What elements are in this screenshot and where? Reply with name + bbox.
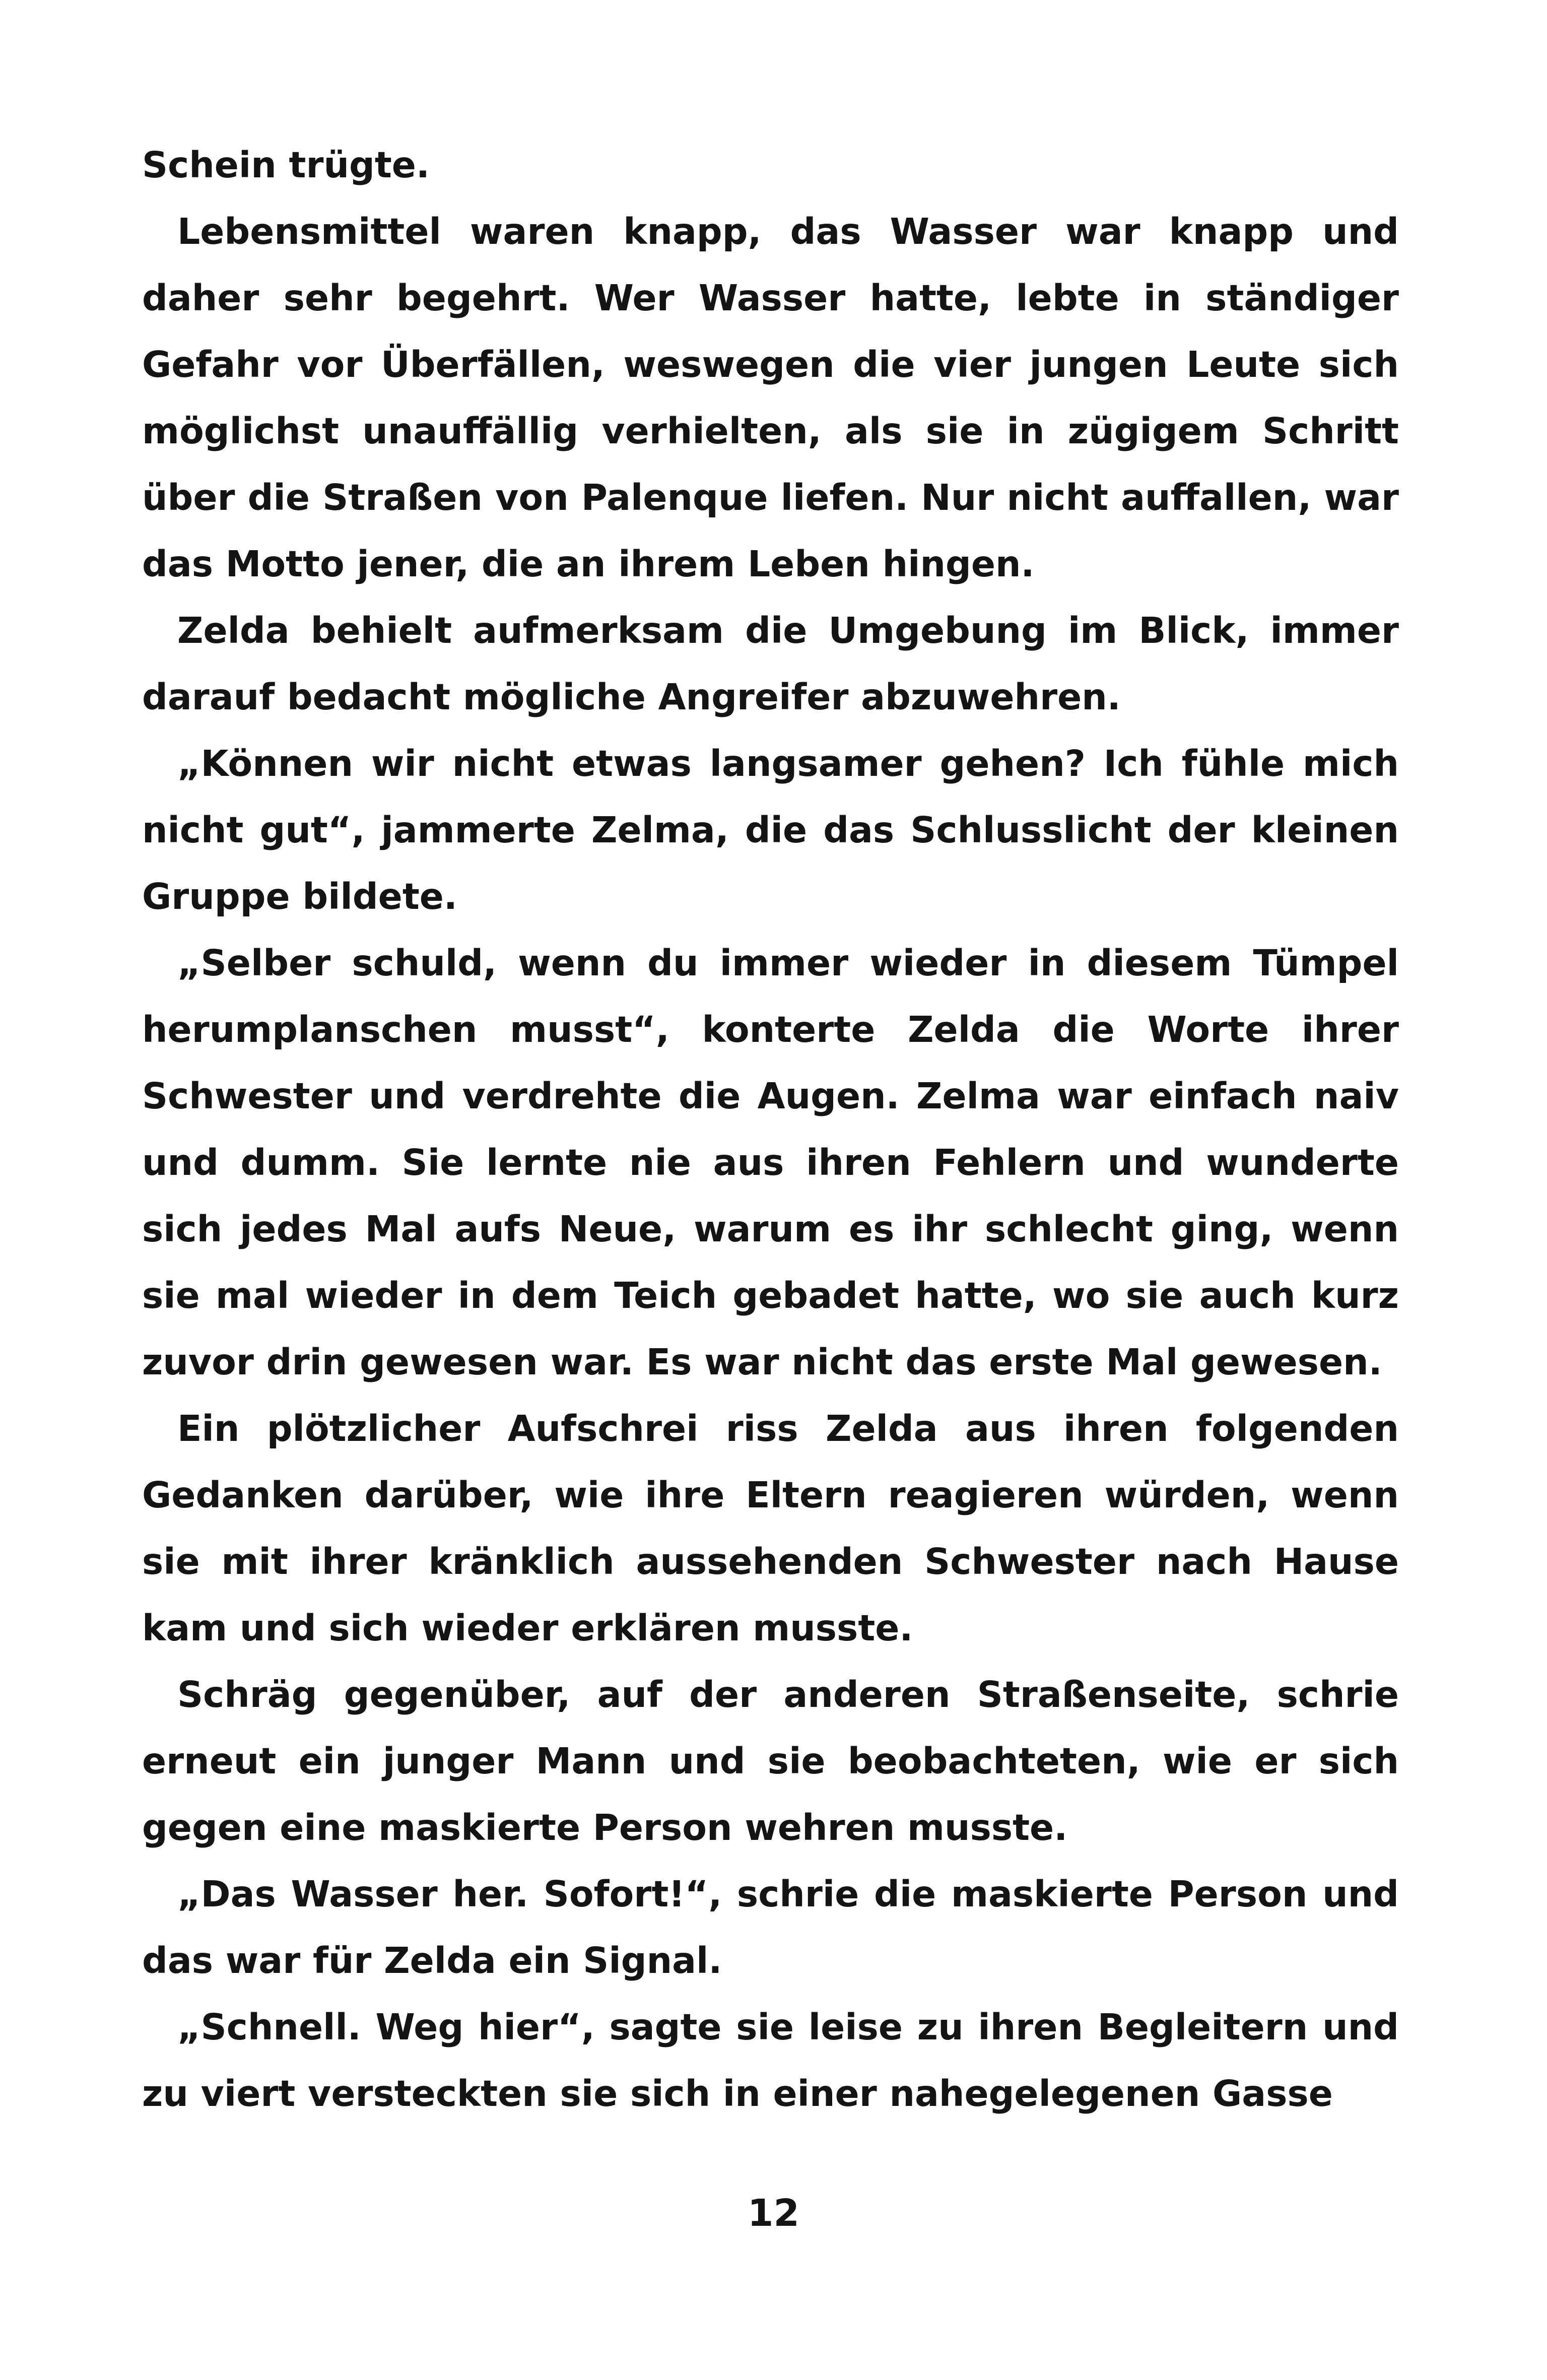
paragraph: „Können wir nicht etwas langsamer gehen? Ich fühle mich nicht gut“, jammerte Zelma, die das Schlusslicht der kleinen Gruppe bildete.: [142, 743, 1399, 917]
page-number: 12: [748, 2192, 799, 2235]
paragraph: „Schnell. Weg hier“, sagte sie leise zu ihren Begleitern und zu viert versteckten sie sich in einer nahegelegenen Gasse: [142, 2006, 1399, 2114]
paragraph: „Selber schuld, wenn du immer wieder in diesem Tümpel herumplanschen musst“, konterte Zelda die Worte ihrer Schwester und verdrehte die Augen. Zelma war einfach naiv und dumm. Sie lernte nie aus ihren Fehlern und wunderte sich jedes Mal aufs Neue, warum es ihr schlecht ging, wenn sie mal wieder in dem Teich gebadet hatte, wo sie auch kurz zuvor drin gewesen war. Es war nicht das erste Mal gewesen.: [142, 942, 1399, 1383]
paragraph: Schräg gegenüber, auf der anderen Straßenseite, schrie erneut ein junger Mann und sie beobachteten, wie er sich gegen eine maskierte Person wehren musste.: [142, 1674, 1399, 1848]
body-text: [142, 132, 1399, 2127]
paragraph: Lebensmittel waren knapp, das Wasser war knapp und daher sehr begehrt. Wer Wasser hatte, lebte in ständiger Gefahr vor Überfällen, weswegen die vier jungen Leute sich möglichst unauffällig verhielten, als sie in zügigem Schritt über die Straßen von Palenque liefen. Nur nicht auffallen, war das Motto jener, die an ihrem Leben hingen.: [142, 211, 1399, 585]
paragraph: „Das Wasser her. Sofort!“, schrie die maskierte Person und das war für Zelda ein Signal.: [142, 1873, 1399, 1981]
paragraph: Ein plötzlicher Aufschrei riss Zelda aus ihren folgenden Gedanken darüber, wie ihre Eltern reagieren würden, wenn sie mit ihrer kränklich aussehenden Schwester nach Hause kam und sich wieder erklären musste.: [142, 1408, 1399, 1649]
paragraph: Schein trügte.: [142, 144, 430, 186]
paragraph: Zelda behielt aufmerksam die Umgebung im Blick, immer darauf bedacht mögliche Angreifer abzuwehren.: [142, 610, 1399, 718]
